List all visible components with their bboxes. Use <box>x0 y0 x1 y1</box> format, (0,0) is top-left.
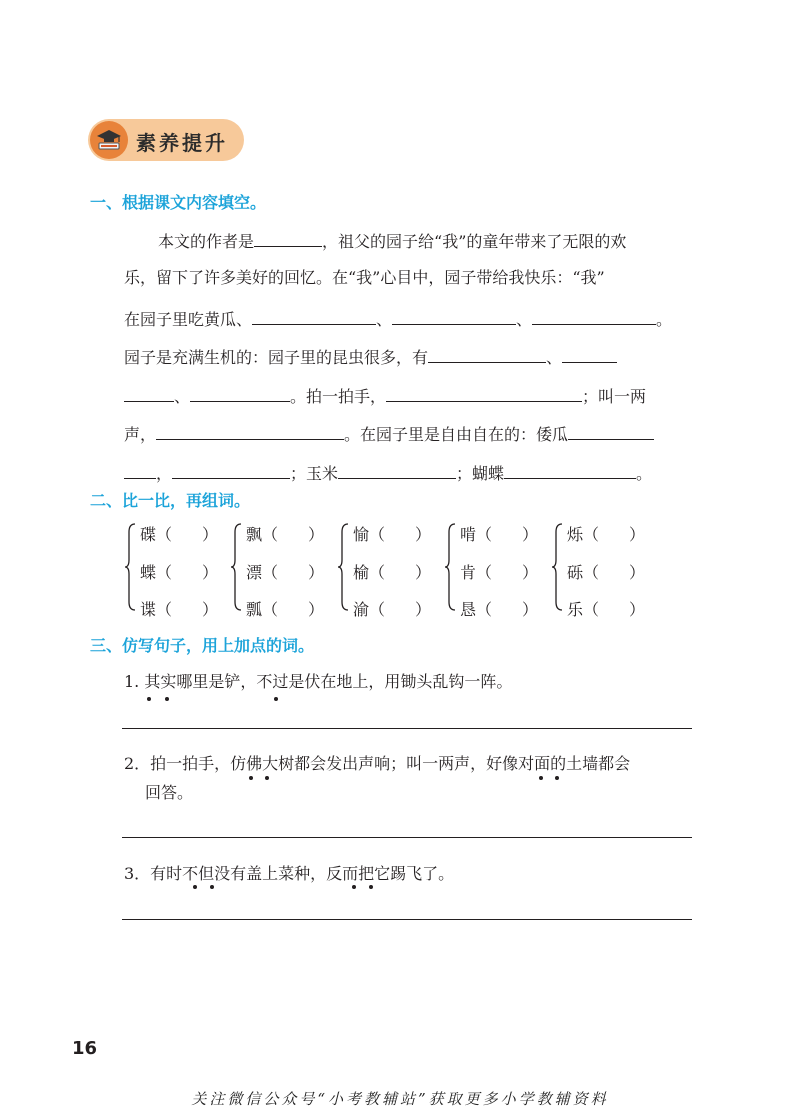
paren-open: （ <box>369 525 386 544</box>
section-badge <box>88 119 244 161</box>
paren-open: （ <box>583 525 600 544</box>
character: 肯 <box>460 563 477 582</box>
word-item <box>460 597 538 620</box>
character: 榆 <box>353 563 370 582</box>
word-item <box>460 560 538 583</box>
paren-close: ） <box>415 525 432 544</box>
paren-open: （ <box>476 525 493 544</box>
text: ；玉米 <box>290 464 339 483</box>
blank[interactable] <box>190 384 290 402</box>
paren-open: （ <box>369 563 386 582</box>
word-item <box>567 560 645 583</box>
p1-line-7 <box>124 461 652 484</box>
word-item <box>140 597 218 620</box>
character: 碟 <box>140 525 157 544</box>
paren-open: （ <box>262 600 279 619</box>
blank[interactable] <box>172 461 290 479</box>
word-item <box>140 522 218 545</box>
text: 声， <box>124 425 157 444</box>
blank[interactable] <box>392 307 516 325</box>
character: 乐 <box>567 600 584 619</box>
text: 。在园子里是自由自在的：倭瓜 <box>344 425 569 444</box>
paren-close: ） <box>629 600 646 619</box>
sentence-3: 3．有时不但没有盖上菜种，反而把它踢飞了。 <box>124 864 455 883</box>
emphasis-dot <box>369 885 373 889</box>
word-item <box>246 560 324 583</box>
p1-line-2: 乐，留下了许多美好的回忆。在“我”心目中，园子带给我快乐：“我” <box>124 268 605 287</box>
brace-bracket <box>444 522 458 612</box>
word-item <box>353 597 431 620</box>
paren-close: ） <box>522 600 539 619</box>
text: 、 <box>174 387 191 406</box>
text: 。拍一拍手， <box>290 387 387 406</box>
answer-line[interactable] <box>122 919 692 920</box>
blank[interactable] <box>428 345 546 363</box>
text: ，祖父的园子给“我”的童年带来了无限的欢 <box>322 232 627 251</box>
character: 飘 <box>246 525 263 544</box>
part1-heading: 一、根据课文内容填空。 <box>90 193 267 212</box>
paren-close: ） <box>202 563 219 582</box>
emphasis-dot <box>210 885 214 889</box>
blank[interactable] <box>124 461 156 479</box>
character: 砾 <box>567 563 584 582</box>
character: 烁 <box>567 525 584 544</box>
graduation-cap-icon <box>90 121 128 159</box>
character: 愉 <box>353 525 370 544</box>
emphasis-dot <box>165 697 169 701</box>
paren-open: （ <box>583 563 600 582</box>
p1-line-1 <box>158 229 626 252</box>
paren-open: （ <box>476 600 493 619</box>
paren-close: ） <box>308 563 325 582</box>
blank-author[interactable] <box>254 229 322 247</box>
emphasis-dot <box>539 776 543 780</box>
character: 瓢 <box>246 600 263 619</box>
sentence-2: 2．拍一拍手，仿佛大树都会发出声响；叫一两声，好像对面的土墙都会 <box>124 754 631 773</box>
paren-close: ） <box>415 600 432 619</box>
paren-close: ） <box>522 525 539 544</box>
paren-open: （ <box>476 563 493 582</box>
text: 。 <box>636 464 653 483</box>
answer-line[interactable] <box>122 728 692 729</box>
paren-close: ） <box>202 525 219 544</box>
brace-bracket <box>337 522 351 612</box>
sentence-2-cont: 回答。 <box>145 783 194 802</box>
character: 蝶 <box>140 563 157 582</box>
character: 谍 <box>140 600 157 619</box>
character: 啃 <box>460 525 477 544</box>
character: 漂 <box>246 563 263 582</box>
paren-open: （ <box>156 563 173 582</box>
paren-open: （ <box>156 600 173 619</box>
paren-close: ） <box>522 563 539 582</box>
word-item <box>460 522 538 545</box>
character: 渝 <box>353 600 370 619</box>
text: 。 <box>656 310 673 329</box>
blank[interactable] <box>504 461 636 479</box>
blank[interactable] <box>124 384 174 402</box>
answer-line[interactable] <box>122 837 692 838</box>
paren-open: （ <box>369 600 386 619</box>
blank[interactable] <box>252 307 376 325</box>
paren-close: ） <box>629 525 646 544</box>
text: ；叫一两 <box>582 387 647 406</box>
blank[interactable] <box>156 422 344 440</box>
brace-bracket <box>124 522 138 612</box>
paren-close: ） <box>308 525 325 544</box>
text: ；蝴蝶 <box>456 464 505 483</box>
text: 、 <box>546 348 563 367</box>
word-item <box>140 560 218 583</box>
emphasis-dot <box>352 885 356 889</box>
blank[interactable] <box>386 384 582 402</box>
text: 本文的作者是 <box>158 232 255 251</box>
word-item <box>567 522 645 545</box>
word-item <box>353 522 431 545</box>
text: 、 <box>516 310 533 329</box>
p1-line-4 <box>124 345 617 368</box>
blank[interactable] <box>562 345 617 363</box>
paren-open: （ <box>262 525 279 544</box>
emphasis-dot <box>147 697 151 701</box>
paren-open: （ <box>262 563 279 582</box>
part3-heading: 三、仿写句子，用上加点的词。 <box>90 636 315 655</box>
blank[interactable] <box>532 307 656 325</box>
brace-bracket <box>230 522 244 612</box>
paren-close: ） <box>308 600 325 619</box>
emphasis-dot <box>193 885 197 889</box>
paren-close: ） <box>629 563 646 582</box>
blank[interactable] <box>568 422 654 440</box>
section-title: 素养提升 <box>136 131 228 155</box>
paren-close: ） <box>202 600 219 619</box>
emphasis-dot <box>249 776 253 780</box>
blank[interactable] <box>338 461 456 479</box>
text: 园子是充满生机的：园子里的昆虫很多，有 <box>124 348 429 367</box>
emphasis-dot <box>265 776 269 780</box>
p1-line-6 <box>124 422 654 445</box>
emphasis-dot <box>555 776 559 780</box>
sentence-1: 1. 其实哪里是铲，不过是伏在地上，用锄头乱钩一阵。 <box>124 672 513 691</box>
word-item <box>567 597 645 620</box>
word-item <box>353 560 431 583</box>
part2-heading: 二、比一比，再组词。 <box>90 491 251 510</box>
emphasis-dot <box>274 697 278 701</box>
p1-line-3 <box>124 307 672 330</box>
word-item <box>246 597 324 620</box>
text: 、 <box>376 310 393 329</box>
paren-close: ） <box>415 563 432 582</box>
p1-line-5 <box>124 384 646 407</box>
character: 恳 <box>460 600 477 619</box>
page-number: 16 <box>72 1038 98 1059</box>
word-item <box>246 522 324 545</box>
footer-note: 关注微信公众号“小考教辅站”获取更多小学教辅资料 <box>191 1090 609 1108</box>
paren-open: （ <box>583 600 600 619</box>
text: 在园子里吃黄瓜、 <box>124 310 253 329</box>
brace-bracket <box>551 522 565 612</box>
text: ， <box>156 464 173 483</box>
paren-open: （ <box>156 525 173 544</box>
